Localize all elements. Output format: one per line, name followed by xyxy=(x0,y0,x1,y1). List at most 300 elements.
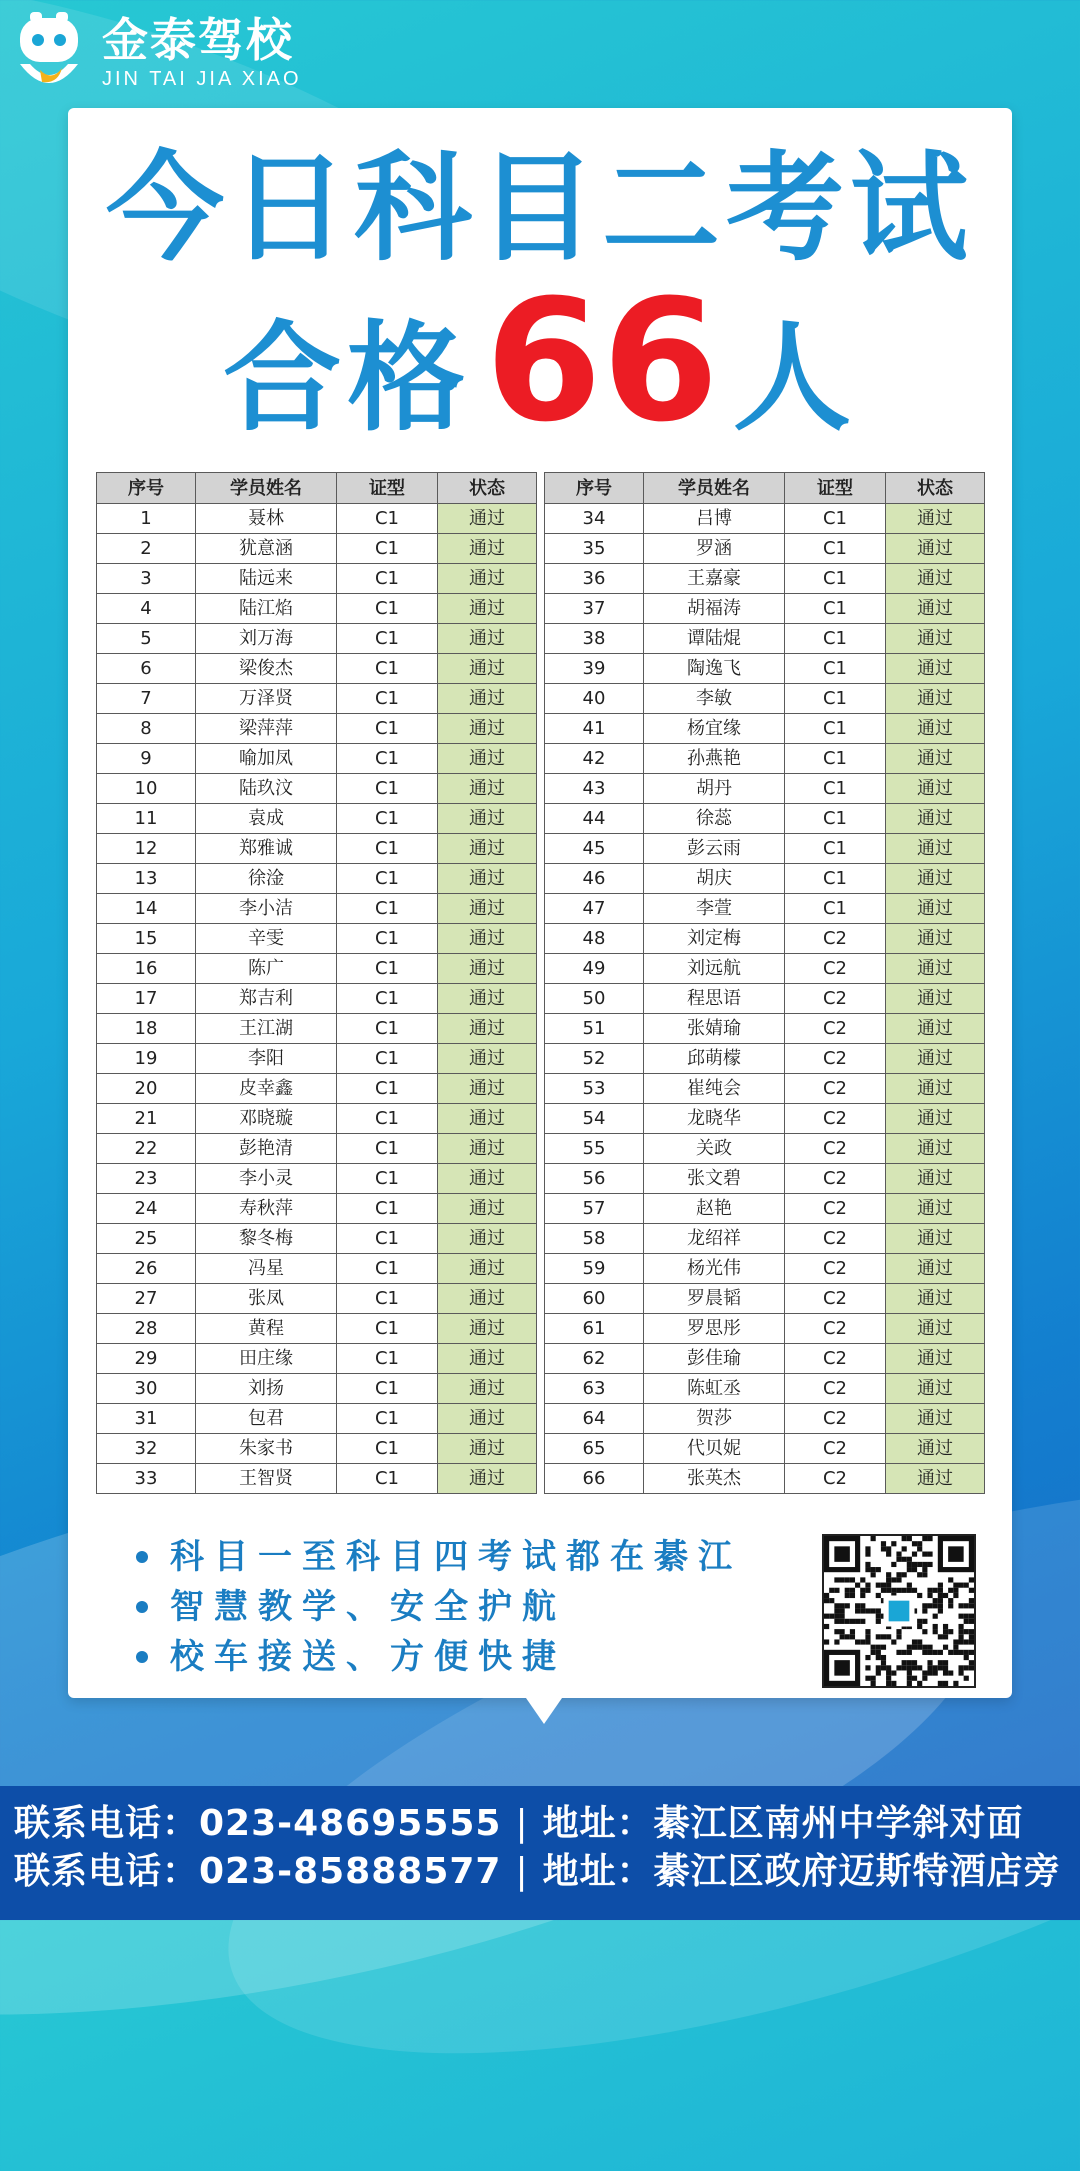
cell-student-name: 孙燕艳 xyxy=(644,744,785,774)
cell-index: 60 xyxy=(545,1284,644,1314)
cell-student-name: 郑雅诚 xyxy=(196,834,337,864)
cell-status: 通过 xyxy=(438,804,537,834)
cell-status: 通过 xyxy=(886,924,985,954)
headline-count-line xyxy=(68,263,1012,459)
cell-license: C1 xyxy=(337,1194,438,1224)
cell-license: C1 xyxy=(785,654,886,684)
header-status: 状态 xyxy=(438,473,537,504)
table-row xyxy=(97,714,537,744)
cell-status: 通过 xyxy=(438,924,537,954)
cell-index: 41 xyxy=(545,714,644,744)
table-row xyxy=(545,1464,985,1494)
cell-index: 23 xyxy=(97,1164,196,1194)
cell-license: C1 xyxy=(785,564,886,594)
cell-student-name: 邓晓璇 xyxy=(196,1104,337,1134)
cell-status: 通过 xyxy=(886,1314,985,1344)
cell-student-name: 梁萍萍 xyxy=(196,714,337,744)
cell-license: C1 xyxy=(785,594,886,624)
headline-pass-label: 合格 xyxy=(223,309,472,447)
cell-status: 通过 xyxy=(886,1374,985,1404)
cell-student-name: 包君 xyxy=(196,1404,337,1434)
cell-license: C1 xyxy=(785,744,886,774)
cell-license: C1 xyxy=(785,684,886,714)
cell-license: C1 xyxy=(337,1314,438,1344)
cell-index: 26 xyxy=(97,1254,196,1284)
cell-status: 通过 xyxy=(438,654,537,684)
table-row xyxy=(545,1344,985,1374)
cell-status: 通过 xyxy=(886,1284,985,1314)
cell-index: 11 xyxy=(97,804,196,834)
cell-student-name: 刘远航 xyxy=(644,954,785,984)
cell-student-name: 张英杰 xyxy=(644,1464,785,1494)
cell-license: C1 xyxy=(785,774,886,804)
cell-status: 通过 xyxy=(886,894,985,924)
table-row xyxy=(545,1044,985,1074)
cell-license: C1 xyxy=(337,804,438,834)
table-row xyxy=(97,1434,537,1464)
cell-index: 50 xyxy=(545,984,644,1014)
cell-status: 通过 xyxy=(438,1164,537,1194)
cell-license: C1 xyxy=(785,534,886,564)
table-row xyxy=(545,1434,985,1464)
cell-student-name: 关政 xyxy=(644,1134,785,1164)
cell-license: C1 xyxy=(337,684,438,714)
table-row xyxy=(97,1104,537,1134)
cell-student-name: 袁成 xyxy=(196,804,337,834)
cell-license: C2 xyxy=(785,954,886,984)
table-row xyxy=(97,1164,537,1194)
cell-status: 通过 xyxy=(886,954,985,984)
cell-status: 通过 xyxy=(438,1344,537,1374)
cell-status: 通过 xyxy=(886,1404,985,1434)
cell-index: 46 xyxy=(545,864,644,894)
list-item: 校车接送、方便快捷 xyxy=(136,1632,742,1682)
cell-license: C2 xyxy=(785,1374,886,1404)
cell-license: C1 xyxy=(337,1404,438,1434)
table-row xyxy=(97,534,537,564)
cell-status: 通过 xyxy=(886,1014,985,1044)
cell-license: C1 xyxy=(337,744,438,774)
cell-student-name: 彭云雨 xyxy=(644,834,785,864)
table-row xyxy=(97,864,537,894)
cell-license: C1 xyxy=(337,984,438,1014)
cell-license: C1 xyxy=(337,1164,438,1194)
cell-license: C1 xyxy=(337,864,438,894)
cell-status: 通过 xyxy=(886,834,985,864)
cell-license: C2 xyxy=(785,1164,886,1194)
cell-status: 通过 xyxy=(438,684,537,714)
header-index: 序号 xyxy=(97,473,196,504)
cell-status: 通过 xyxy=(438,504,537,534)
cell-status: 通过 xyxy=(438,1044,537,1074)
cell-status: 通过 xyxy=(886,564,985,594)
cell-student-name: 陆远来 xyxy=(196,564,337,594)
table-row xyxy=(97,1194,537,1224)
cell-student-name: 龙绍祥 xyxy=(644,1224,785,1254)
cell-student-name: 赵艳 xyxy=(644,1194,785,1224)
cell-status: 通过 xyxy=(886,744,985,774)
cell-license: C1 xyxy=(785,624,886,654)
cell-student-name: 胡庆 xyxy=(644,864,785,894)
cell-status: 通过 xyxy=(438,984,537,1014)
cell-index: 13 xyxy=(97,864,196,894)
cell-student-name: 罗晨韬 xyxy=(644,1284,785,1314)
cell-status: 通过 xyxy=(438,864,537,894)
cell-status: 通过 xyxy=(438,774,537,804)
cell-student-name: 崔纯会 xyxy=(644,1074,785,1104)
cell-license: C1 xyxy=(337,624,438,654)
cell-index: 30 xyxy=(97,1374,196,1404)
cell-student-name: 朱家书 xyxy=(196,1434,337,1464)
cell-license: C1 xyxy=(337,774,438,804)
cell-license: C2 xyxy=(785,984,886,1014)
cell-student-name: 李小灵 xyxy=(196,1164,337,1194)
cell-status: 通过 xyxy=(886,1104,985,1134)
cell-index: 66 xyxy=(545,1464,644,1494)
cell-status: 通过 xyxy=(886,1254,985,1284)
cell-student-name: 张婧瑜 xyxy=(644,1014,785,1044)
cell-license: C1 xyxy=(785,864,886,894)
cell-student-name: 陈虹丞 xyxy=(644,1374,785,1404)
cell-license: C2 xyxy=(785,1014,886,1044)
cell-index: 57 xyxy=(545,1194,644,1224)
cell-student-name: 梁俊杰 xyxy=(196,654,337,684)
cell-index: 65 xyxy=(545,1434,644,1464)
table-row xyxy=(545,954,985,984)
cell-index: 48 xyxy=(545,924,644,954)
cell-index: 59 xyxy=(545,1254,644,1284)
cell-status: 通过 xyxy=(438,1374,537,1404)
cell-index: 9 xyxy=(97,744,196,774)
cell-student-name: 徐淦 xyxy=(196,864,337,894)
headline-title: 今日科目二考试 xyxy=(105,139,974,277)
cell-license: C1 xyxy=(337,1284,438,1314)
cell-student-name: 杨宜缘 xyxy=(644,714,785,744)
cell-student-name: 王智贤 xyxy=(196,1464,337,1494)
cell-student-name: 王江湖 xyxy=(196,1014,337,1044)
cell-index: 64 xyxy=(545,1404,644,1434)
table-row xyxy=(97,804,537,834)
cell-index: 12 xyxy=(97,834,196,864)
qr-code-icon xyxy=(822,1534,976,1688)
cell-index: 2 xyxy=(97,534,196,564)
cell-index: 56 xyxy=(545,1164,644,1194)
cell-status: 通过 xyxy=(886,684,985,714)
list-item: 智慧教学、安全护航 xyxy=(136,1582,742,1632)
cell-status: 通过 xyxy=(438,1434,537,1464)
table-row xyxy=(545,684,985,714)
cell-index: 17 xyxy=(97,984,196,1014)
table-row xyxy=(545,774,985,804)
cell-student-name: 李阳 xyxy=(196,1044,337,1074)
table-row xyxy=(97,894,537,924)
cell-license: C1 xyxy=(337,1224,438,1254)
table-row xyxy=(97,984,537,1014)
cell-student-name: 辛雯 xyxy=(196,924,337,954)
cell-student-name: 龙晓华 xyxy=(644,1104,785,1134)
cell-status: 通过 xyxy=(886,1344,985,1374)
table-row xyxy=(545,1194,985,1224)
table-row xyxy=(97,744,537,774)
cell-index: 39 xyxy=(545,654,644,684)
cell-index: 45 xyxy=(545,834,644,864)
cell-student-name: 郑吉利 xyxy=(196,984,337,1014)
cell-index: 44 xyxy=(545,804,644,834)
cell-student-name: 程思语 xyxy=(644,984,785,1014)
table-row xyxy=(545,1134,985,1164)
cell-index: 32 xyxy=(97,1434,196,1464)
table-row xyxy=(545,624,985,654)
cell-license: C2 xyxy=(785,924,886,954)
cell-student-name: 李萱 xyxy=(644,894,785,924)
cell-index: 1 xyxy=(97,504,196,534)
pass-count: 66 xyxy=(485,263,719,459)
cell-license: C2 xyxy=(785,1134,886,1164)
header-license: 证型 xyxy=(337,473,438,504)
table-row xyxy=(545,564,985,594)
bullet-dot-icon xyxy=(136,1601,148,1613)
cell-index: 14 xyxy=(97,894,196,924)
cell-license: C1 xyxy=(785,894,886,924)
cell-status: 通过 xyxy=(438,1224,537,1254)
brand-name-cn: 金泰驾校 xyxy=(102,13,294,67)
cell-student-name: 杨光伟 xyxy=(644,1254,785,1284)
cell-license: C1 xyxy=(337,954,438,984)
table-row xyxy=(545,804,985,834)
cell-status: 通过 xyxy=(886,804,985,834)
cell-student-name: 胡福涛 xyxy=(644,594,785,624)
cell-status: 通过 xyxy=(886,504,985,534)
cell-index: 36 xyxy=(545,564,644,594)
cell-index: 8 xyxy=(97,714,196,744)
cell-status: 通过 xyxy=(886,1164,985,1194)
table-row xyxy=(97,774,537,804)
table-row xyxy=(545,714,985,744)
table-row xyxy=(97,1314,537,1344)
cell-license: C2 xyxy=(785,1194,886,1224)
brand-name-en: JIN TAI JIA XIAO xyxy=(102,68,302,90)
table-row xyxy=(545,924,985,954)
cell-index: 20 xyxy=(97,1074,196,1104)
cell-student-name: 聂林 xyxy=(196,504,337,534)
cell-status: 通过 xyxy=(438,1014,537,1044)
bullet-dot-icon xyxy=(136,1651,148,1663)
table-row xyxy=(545,1284,985,1314)
cell-license: C1 xyxy=(337,654,438,684)
table-row xyxy=(545,864,985,894)
cell-student-name: 喻加凤 xyxy=(196,744,337,774)
cell-index: 54 xyxy=(545,1104,644,1134)
cell-student-name: 寿秋萍 xyxy=(196,1194,337,1224)
cell-status: 通过 xyxy=(886,534,985,564)
headline-people-label: 人 xyxy=(732,309,857,447)
cell-index: 6 xyxy=(97,654,196,684)
cell-index: 34 xyxy=(545,504,644,534)
table-row xyxy=(545,894,985,924)
cell-student-name: 邱萌檬 xyxy=(644,1044,785,1074)
cell-index: 27 xyxy=(97,1284,196,1314)
table-row xyxy=(97,624,537,654)
cell-license: C1 xyxy=(337,1344,438,1374)
cell-status: 通过 xyxy=(886,624,985,654)
table-row xyxy=(545,1104,985,1134)
cell-license: C1 xyxy=(337,594,438,624)
cell-student-name: 陶逸飞 xyxy=(644,654,785,684)
table-row xyxy=(545,984,985,1014)
cell-student-name: 罗涵 xyxy=(644,534,785,564)
cell-student-name: 罗思彤 xyxy=(644,1314,785,1344)
cell-index: 7 xyxy=(97,684,196,714)
address: 地址：綦江区政府迈斯特酒店旁 xyxy=(542,1851,1061,1892)
cell-student-name: 彭佳瑜 xyxy=(644,1344,785,1374)
cell-index: 31 xyxy=(97,1404,196,1434)
cell-license: C1 xyxy=(785,834,886,864)
cell-index: 43 xyxy=(545,774,644,804)
cell-index: 28 xyxy=(97,1314,196,1344)
cell-license: C1 xyxy=(337,1044,438,1074)
cell-license: C1 xyxy=(785,804,886,834)
table-row xyxy=(97,834,537,864)
cell-status: 通过 xyxy=(438,564,537,594)
cell-index: 4 xyxy=(97,594,196,624)
cell-status: 通过 xyxy=(438,714,537,744)
cell-status: 通过 xyxy=(438,594,537,624)
cell-index: 35 xyxy=(545,534,644,564)
cell-status: 通过 xyxy=(886,864,985,894)
cell-status: 通过 xyxy=(438,1464,537,1494)
table-row xyxy=(545,1014,985,1044)
cell-student-name: 冯星 xyxy=(196,1254,337,1284)
cell-student-name: 黎冬梅 xyxy=(196,1224,337,1254)
cell-student-name: 刘定梅 xyxy=(644,924,785,954)
card-pointer xyxy=(526,1698,562,1724)
cell-student-name: 李小洁 xyxy=(196,894,337,924)
table-row xyxy=(97,1074,537,1104)
cell-index: 42 xyxy=(545,744,644,774)
cell-index: 63 xyxy=(545,1374,644,1404)
cell-status: 通过 xyxy=(438,1404,537,1434)
table-row xyxy=(545,1164,985,1194)
phone-number: 联系电话：023-48695555 xyxy=(14,1803,502,1844)
cell-student-name: 徐蕊 xyxy=(644,804,785,834)
table-row xyxy=(545,1074,985,1104)
cell-status: 通过 xyxy=(438,624,537,654)
cell-license: C2 xyxy=(785,1224,886,1254)
table-row xyxy=(97,1254,537,1284)
cell-index: 29 xyxy=(97,1344,196,1374)
cell-license: C1 xyxy=(337,564,438,594)
table-row xyxy=(545,654,985,684)
cell-license: C1 xyxy=(337,504,438,534)
table-row xyxy=(545,744,985,774)
cell-index: 47 xyxy=(545,894,644,924)
table-row xyxy=(545,594,985,624)
cell-index: 40 xyxy=(545,684,644,714)
cell-index: 25 xyxy=(97,1224,196,1254)
cell-license: C1 xyxy=(337,1104,438,1134)
cell-status: 通过 xyxy=(438,954,537,984)
table-row xyxy=(545,534,985,564)
cell-status: 通过 xyxy=(438,1284,537,1314)
cell-index: 51 xyxy=(545,1014,644,1044)
table-row xyxy=(545,1374,985,1404)
cell-index: 49 xyxy=(545,954,644,984)
cell-student-name: 彭艳清 xyxy=(196,1134,337,1164)
cell-status: 通过 xyxy=(886,774,985,804)
table-row xyxy=(545,1404,985,1434)
cell-status: 通过 xyxy=(438,834,537,864)
cell-license: C2 xyxy=(785,1284,886,1314)
cell-index: 55 xyxy=(545,1134,644,1164)
table-row xyxy=(97,684,537,714)
table-row xyxy=(97,1044,537,1074)
cell-index: 18 xyxy=(97,1014,196,1044)
header-name: 学员姓名 xyxy=(196,473,337,504)
cell-license: C2 xyxy=(785,1254,886,1284)
cell-status: 通过 xyxy=(886,1074,985,1104)
cell-status: 通过 xyxy=(438,1194,537,1224)
contact-row: 联系电话：023-85888577 | 地址：綦江区政府迈斯特酒店旁 xyxy=(14,1851,1061,1892)
cell-student-name: 刘万海 xyxy=(196,624,337,654)
table-row xyxy=(97,504,537,534)
cell-index: 19 xyxy=(97,1044,196,1074)
cell-license: C1 xyxy=(337,1014,438,1044)
cell-index: 3 xyxy=(97,564,196,594)
cell-student-name: 万泽贤 xyxy=(196,684,337,714)
cell-index: 16 xyxy=(97,954,196,984)
header-status: 状态 xyxy=(886,473,985,504)
cell-license: C1 xyxy=(337,1134,438,1164)
cell-student-name: 陆玖汶 xyxy=(196,774,337,804)
cell-status: 通过 xyxy=(886,714,985,744)
cell-license: C1 xyxy=(337,1434,438,1464)
table-row xyxy=(97,924,537,954)
cell-student-name: 张凤 xyxy=(196,1284,337,1314)
table-row xyxy=(97,594,537,624)
cell-license: C2 xyxy=(785,1314,886,1344)
header-name: 学员姓名 xyxy=(644,473,785,504)
cell-status: 通过 xyxy=(438,894,537,924)
cell-student-name: 贺莎 xyxy=(644,1404,785,1434)
cell-license: C2 xyxy=(785,1434,886,1464)
table-row xyxy=(97,954,537,984)
results-table-left xyxy=(96,472,537,1494)
cell-license: C1 xyxy=(337,1374,438,1404)
cell-status: 通过 xyxy=(886,1044,985,1074)
cell-index: 61 xyxy=(545,1314,644,1344)
cell-status: 通过 xyxy=(886,654,985,684)
cell-index: 58 xyxy=(545,1224,644,1254)
table-row xyxy=(97,1014,537,1044)
cell-index: 10 xyxy=(97,774,196,804)
cell-license: C2 xyxy=(785,1344,886,1374)
cell-license: C1 xyxy=(337,1074,438,1104)
cell-index: 5 xyxy=(97,624,196,654)
cell-index: 22 xyxy=(97,1134,196,1164)
cell-index: 62 xyxy=(545,1344,644,1374)
table-row xyxy=(545,504,985,534)
cell-student-name: 谭陆焜 xyxy=(644,624,785,654)
table-row xyxy=(97,1344,537,1374)
feature-list xyxy=(136,1532,742,1682)
cell-license: C2 xyxy=(785,1464,886,1494)
cell-student-name: 吕博 xyxy=(644,504,785,534)
cell-student-name: 陆江焰 xyxy=(196,594,337,624)
cell-license: C1 xyxy=(337,924,438,954)
cell-index: 33 xyxy=(97,1464,196,1494)
contact-footer xyxy=(0,1786,1080,1920)
cell-status: 通过 xyxy=(886,1134,985,1164)
